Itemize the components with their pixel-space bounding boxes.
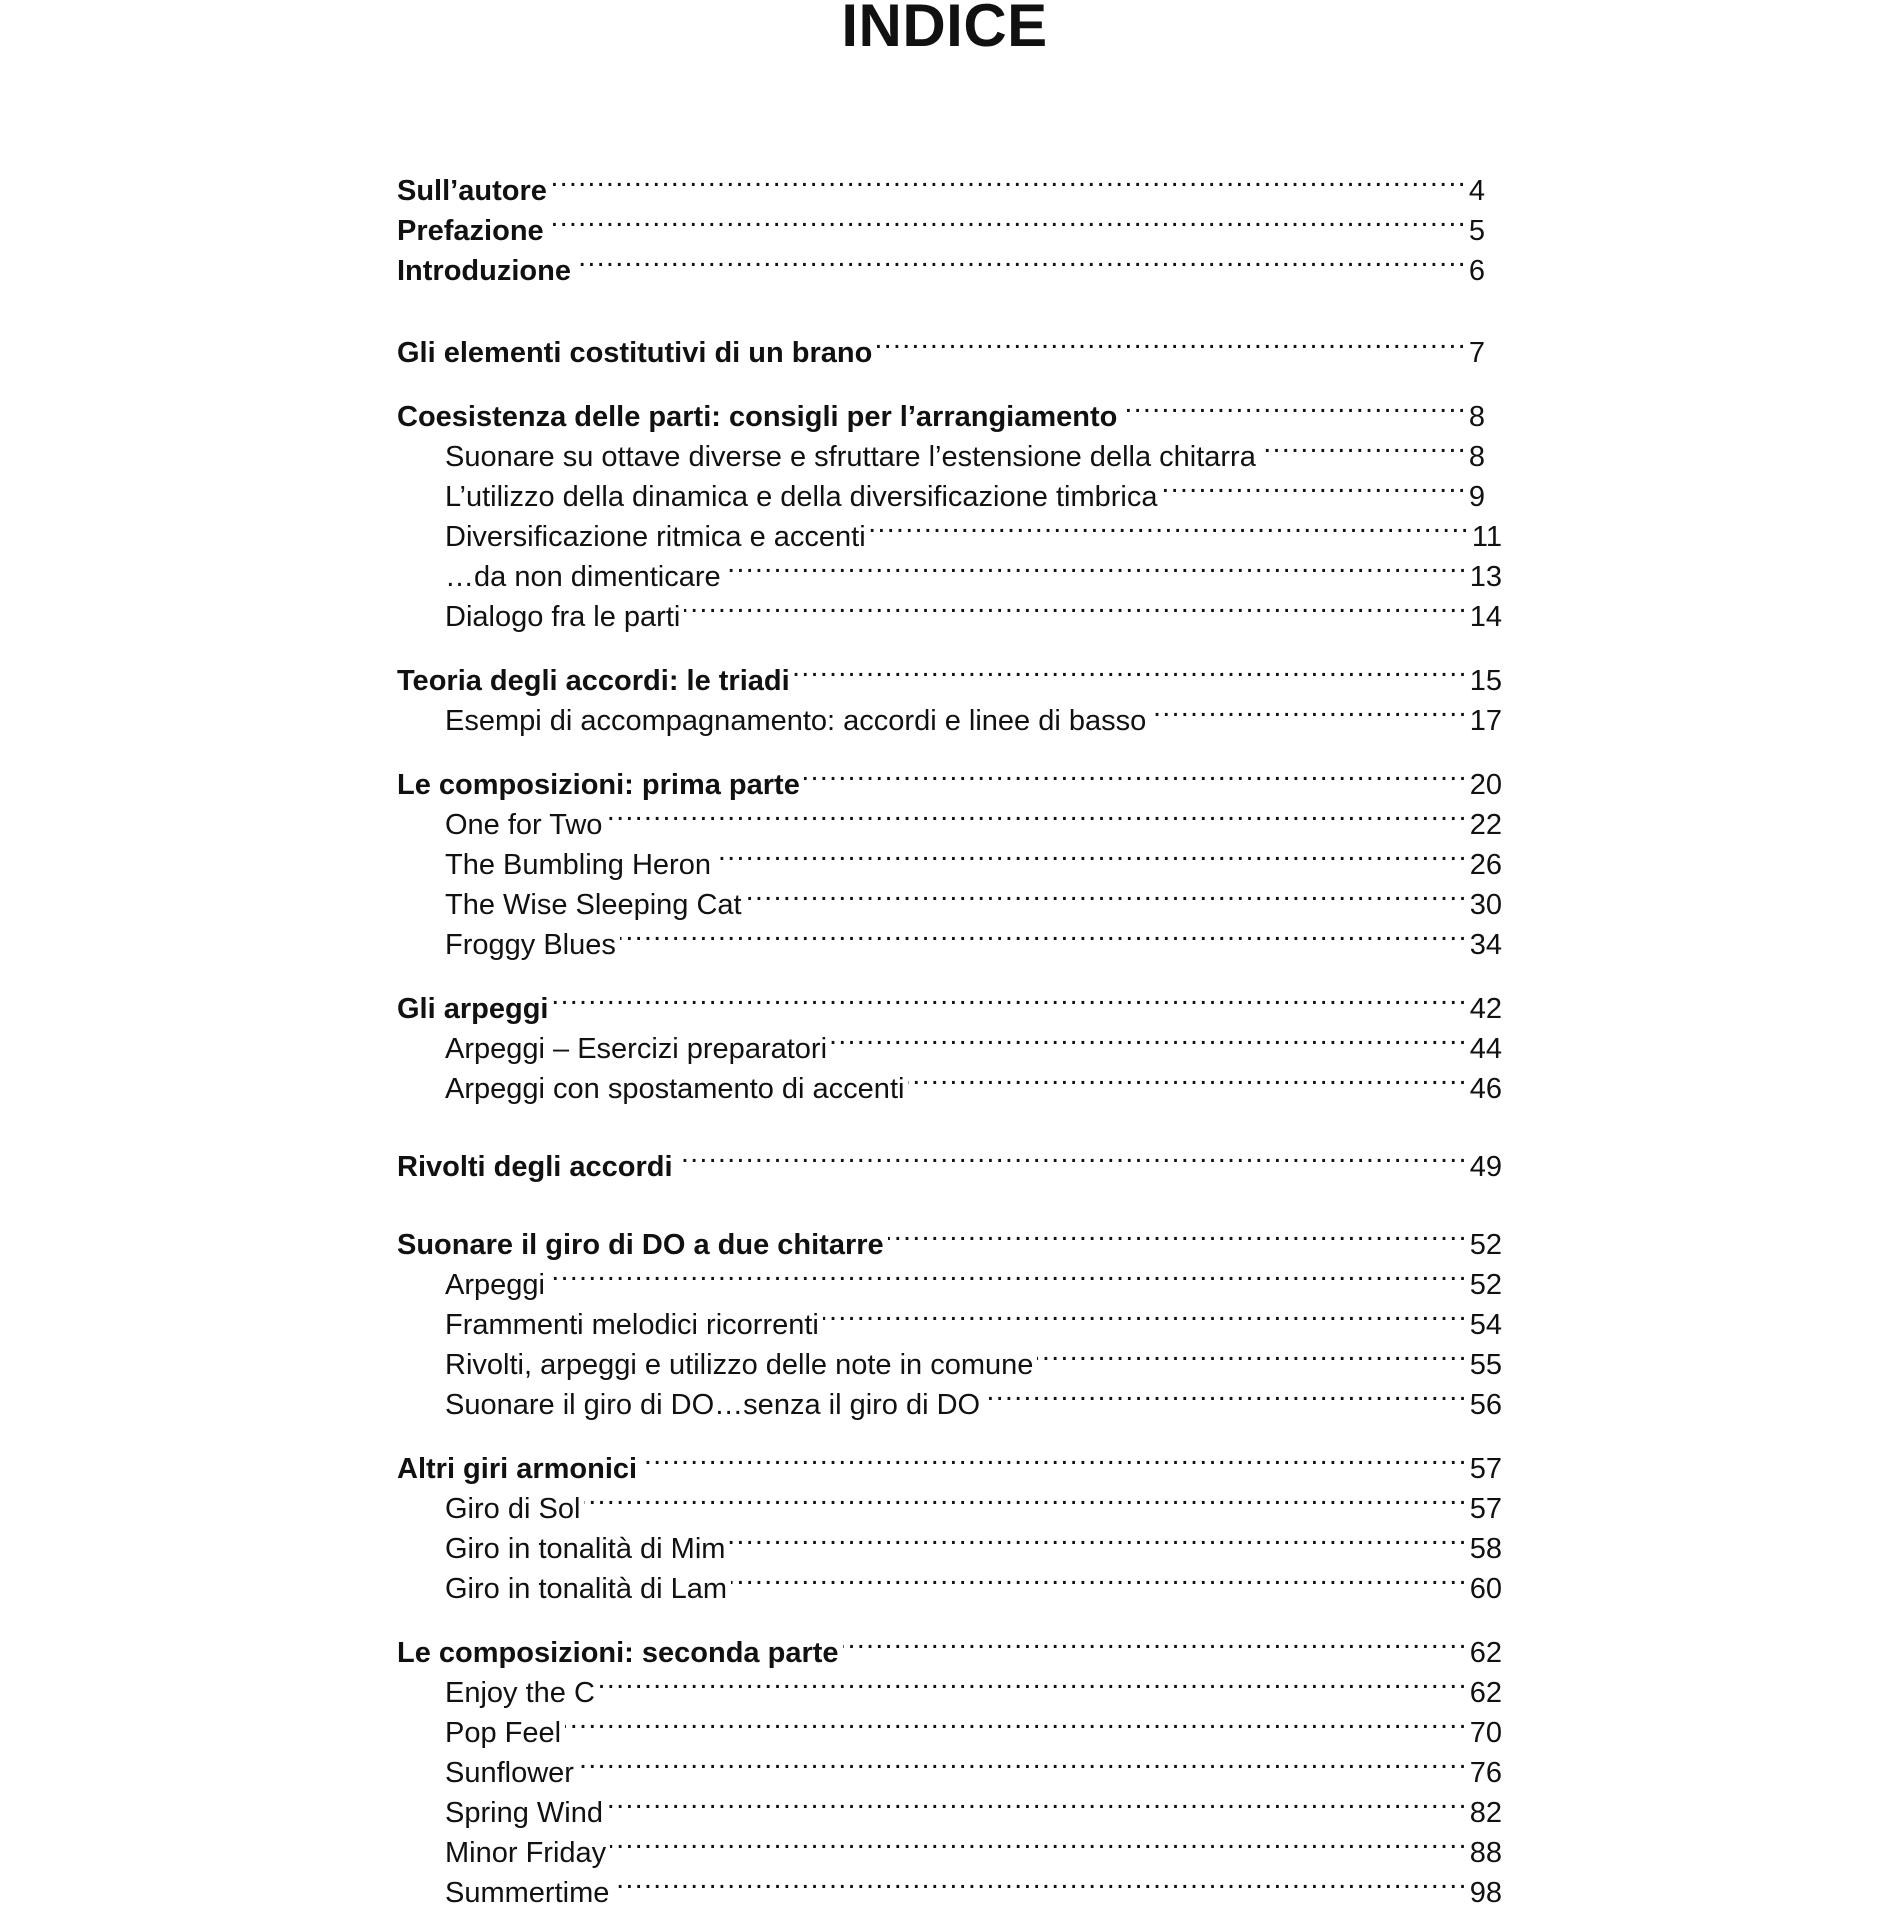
toc-entry-label: Teoria degli accordi: le triadi xyxy=(397,665,790,697)
dot-leader xyxy=(620,914,1468,954)
toc-entry-page: 9 xyxy=(1468,481,1485,513)
dot-leader xyxy=(1037,1334,1467,1374)
dot-leader xyxy=(606,794,1467,834)
toc-entry-label: Frammenti melodici ricorrenti xyxy=(445,1309,819,1341)
dot-leader xyxy=(888,1214,1468,1254)
toc-entry-page: 52 xyxy=(1469,1269,1502,1301)
toc-entry-page: 15 xyxy=(1469,665,1502,697)
toc-entry-label: Sull’autore xyxy=(397,175,547,207)
toc-entry[interactable] xyxy=(397,978,1502,1025)
dot-leader xyxy=(984,1374,1468,1414)
toc-entry-page: 42 xyxy=(1469,993,1502,1025)
toc-entry-page: 49 xyxy=(1469,1151,1502,1183)
toc-entry[interactable] xyxy=(397,1136,1502,1183)
dot-leader xyxy=(549,1254,1468,1294)
toc-entry-page: 26 xyxy=(1469,849,1502,881)
toc-entry-page: 70 xyxy=(1469,1717,1502,1749)
dot-leader xyxy=(575,240,1467,280)
toc-entry-label: Rivolti degli accordi xyxy=(397,1151,673,1183)
toc-entry-label: Gli elementi costitutivi di un brano xyxy=(397,337,873,369)
toc-entry-label: Le composizioni: seconda parte xyxy=(397,1637,839,1669)
dot-leader xyxy=(599,1662,1468,1702)
toc-entry-label: Prefazione xyxy=(397,215,544,247)
toc-entry-page: 58 xyxy=(1469,1533,1502,1565)
dot-leader xyxy=(746,874,1468,914)
dot-leader xyxy=(731,1558,1468,1598)
toc-entry-label: Suonare il giro di DO…senza il giro di DO xyxy=(445,1389,981,1421)
toc-entry[interactable] xyxy=(397,200,1502,247)
toc-entry-label: Esempi di accompagnamento: accordi e linee di basso xyxy=(445,705,1147,737)
toc-entry[interactable] xyxy=(397,386,1502,433)
toc-entry-page: 20 xyxy=(1469,769,1502,801)
dot-leader xyxy=(552,978,1467,1018)
dot-leader xyxy=(908,1058,1467,1098)
dot-leader xyxy=(565,1702,1468,1742)
toc-entry-label: Minor Friday xyxy=(445,1837,607,1869)
toc-entry[interactable] xyxy=(397,1294,1502,1341)
toc-entry-page: 98 xyxy=(1469,1877,1502,1909)
toc-entry-page: 56 xyxy=(1469,1389,1502,1421)
toc-entry[interactable] xyxy=(397,1214,1502,1261)
toc-entry-page: 30 xyxy=(1469,889,1502,921)
toc-entry-label: Dialogo fra le parti xyxy=(445,601,681,633)
toc-entry[interactable] xyxy=(397,322,1502,369)
toc-entry[interactable] xyxy=(397,1742,1502,1789)
table-of-contents xyxy=(397,160,1502,1909)
toc-entry-label: Sunflower xyxy=(445,1757,574,1789)
dot-leader xyxy=(548,200,1467,240)
toc-entry-label: Suonare il giro di DO a due chitarre xyxy=(397,1229,884,1261)
toc-entry-page: 57 xyxy=(1469,1493,1502,1525)
toc-entry-page: 82 xyxy=(1469,1797,1502,1829)
toc-entry[interactable] xyxy=(397,1438,1502,1485)
toc-entry-label: Coesistenza delle parti: consigli per l’arrangiamento xyxy=(397,401,1118,433)
toc-entry-label: Arpeggi con spostamento di accenti xyxy=(445,1073,905,1105)
toc-entry-page: 46 xyxy=(1469,1073,1502,1105)
toc-entry-label: …da non dimenticare xyxy=(445,561,721,593)
toc-entry-label: Arpeggi – Esercizi preparatori xyxy=(445,1033,828,1065)
toc-entry-label: Introduzione xyxy=(397,255,571,287)
toc-entry-label: Giro di Sol xyxy=(445,1493,581,1525)
dot-leader xyxy=(843,1622,1468,1662)
toc-entry-label: The Wise Sleeping Cat xyxy=(445,889,742,921)
dot-leader xyxy=(729,1518,1467,1558)
toc-entry-label: Diversificazione ritmica e accenti xyxy=(445,521,866,553)
toc-entry-page: 60 xyxy=(1469,1573,1502,1605)
toc-entry-page: 55 xyxy=(1469,1349,1502,1381)
toc-entry-page: 17 xyxy=(1469,705,1502,737)
toc-entry-label: Le composizioni: prima parte xyxy=(397,769,800,801)
toc-entry-page: 76 xyxy=(1469,1757,1502,1789)
dot-leader xyxy=(1260,426,1467,466)
toc-entry-page: 57 xyxy=(1469,1453,1502,1485)
toc-entry-page: 7 xyxy=(1468,337,1485,369)
toc-entry-label: Gli arpeggi xyxy=(397,993,549,1025)
toc-entry-label: Rivolti, arpeggi e utilizzo delle note in comune xyxy=(445,1349,1034,1381)
toc-entry-page: 8 xyxy=(1468,441,1485,473)
dot-leader xyxy=(794,650,1468,690)
toc-entry-label: Giro in tonalità di Mim xyxy=(445,1533,726,1565)
toc-entry-label: Pop Feel xyxy=(445,1717,562,1749)
dot-leader xyxy=(725,546,1468,586)
toc-entry-label: Enjoy the C xyxy=(445,1677,595,1709)
dot-leader xyxy=(876,322,1467,362)
toc-entry[interactable] xyxy=(397,240,1502,287)
dot-leader xyxy=(1150,690,1468,730)
toc-entry-label: Arpeggi xyxy=(445,1269,545,1301)
toc-entry-page: 14 xyxy=(1469,601,1502,633)
toc-entry-label: Spring Wind xyxy=(445,1797,603,1829)
toc-entry-page: 34 xyxy=(1469,929,1502,961)
toc-entry[interactable] xyxy=(397,1622,1502,1669)
dot-leader xyxy=(823,1294,1468,1334)
toc-entry-page: 52 xyxy=(1469,1229,1502,1261)
dot-leader xyxy=(684,586,1467,626)
toc-entry-page: 13 xyxy=(1469,561,1502,593)
toc-entry-label: One for Two xyxy=(445,809,603,841)
toc-entry-page: 6 xyxy=(1468,255,1485,287)
toc-entry-page: 4 xyxy=(1468,175,1485,207)
dot-leader xyxy=(1121,386,1467,426)
toc-entry-label: L’utilizzo della dinamica e della diversificazione timbrica xyxy=(445,481,1158,513)
toc-entry-label: The Bumbling Heron xyxy=(445,849,711,881)
toc-entry-page: 62 xyxy=(1469,1637,1502,1669)
dot-leader xyxy=(607,1782,1468,1822)
dot-leader xyxy=(715,834,1468,874)
dot-leader xyxy=(870,506,1470,546)
toc-entry[interactable] xyxy=(397,1254,1502,1301)
toc-entry-page: 44 xyxy=(1469,1033,1502,1065)
toc-entry-page: 88 xyxy=(1469,1837,1502,1869)
toc-entry-page: 5 xyxy=(1468,215,1485,247)
dot-leader xyxy=(578,1742,1468,1782)
page-title: INDICE xyxy=(841,0,1048,59)
toc-entry-label: Altri giri armonici xyxy=(397,1453,638,1485)
toc-entry-label: Suonare su ottave diverse e sfruttare l’estensione della chitarra xyxy=(445,441,1256,473)
dot-leader xyxy=(584,1478,1467,1518)
toc-entry[interactable] xyxy=(397,1018,1502,1065)
dot-leader xyxy=(677,1136,1468,1176)
toc-entry[interactable] xyxy=(397,754,1502,801)
dot-leader xyxy=(804,754,1468,794)
dot-leader xyxy=(641,1438,1468,1478)
dot-leader xyxy=(831,1018,1468,1058)
toc-entry-page: 54 xyxy=(1469,1309,1502,1341)
toc-entry-page: 62 xyxy=(1469,1677,1502,1709)
toc-entry-label: Froggy Blues xyxy=(445,929,616,961)
dot-leader xyxy=(1161,466,1466,506)
toc-entry-page: 8 xyxy=(1468,401,1485,433)
toc-entry-page: 22 xyxy=(1469,809,1502,841)
toc-entry-label: Giro in tonalità di Lam xyxy=(445,1573,728,1605)
toc-entry-page: 11 xyxy=(1471,521,1502,553)
dot-leader xyxy=(613,1862,1467,1902)
toc-entry[interactable] xyxy=(397,650,1502,697)
dot-leader xyxy=(610,1822,1468,1862)
toc-entry[interactable] xyxy=(397,160,1502,207)
dot-leader xyxy=(551,160,1467,200)
toc-entry-label: Summertime xyxy=(445,1877,610,1909)
